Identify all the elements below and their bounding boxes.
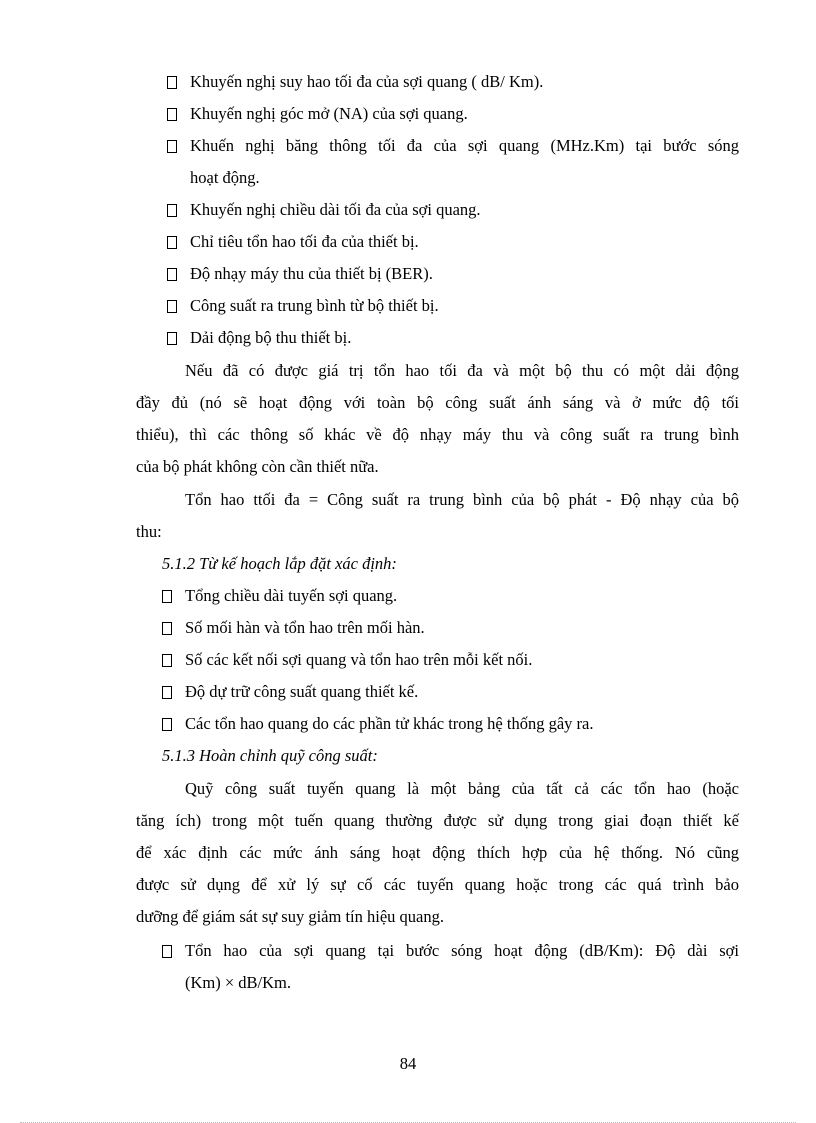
paragraph-line: dưỡng để giám sát sự suy giảm tín hiệu quang. <box>136 907 444 926</box>
list-item: Khuến nghị băng thông tối đa của sợi quang (MHz.Km) tại bước sóng <box>190 136 739 155</box>
bullet-box-icon <box>167 140 177 153</box>
list-item: Khuyến nghị chiều dài tối đa của sợi quang. <box>190 200 481 219</box>
list-item-continuation: hoạt động. <box>190 168 260 187</box>
bullet-box-icon <box>162 686 172 699</box>
bullet-box-icon <box>162 654 172 667</box>
list-item: Tổn hao của sợi quang tại bước sóng hoạt động (dB/Km): Độ dài sợi <box>185 941 739 960</box>
paragraph-line: Nếu đã có được giá trị tổn hao tối đa và một bộ thu có một dải động <box>185 361 739 380</box>
page-number: 84 <box>399 1054 417 1073</box>
list-item: Độ nhạy máy thu của thiết bị (BER). <box>190 264 433 283</box>
bullet-box-icon <box>162 718 172 731</box>
bullet-box-icon <box>167 76 177 89</box>
bullet-box-icon <box>162 945 172 958</box>
paragraph-line: của bộ phát không còn cần thiết nữa. <box>136 457 379 476</box>
paragraph-line: thiểu), thì các thông số khác về độ nhạy máy thu và công suất ra trung bình <box>136 425 739 444</box>
paragraph-line: Quỹ công suất tuyến quang là một bảng của tất cả các tổn hao (hoặc <box>185 779 739 798</box>
list-item: Độ dự trữ công suất quang thiết kế. <box>185 682 419 701</box>
paragraph-line: đầy đủ (nó sẽ hoạt động với toàn bộ công suất ánh sáng và ở mức độ tối <box>136 393 739 412</box>
bullet-box-icon <box>162 590 172 603</box>
section-heading: 5.1.3 Hoàn chỉnh quỹ công suất: <box>162 746 378 765</box>
bullet-box-icon <box>167 236 177 249</box>
paragraph-line: được sử dụng để xử lý sự cố các tuyến quang hoặc trong các quá trình bảo <box>136 875 739 894</box>
list-item: Các tổn hao quang do các phần tử khác trong hệ thống gây ra. <box>185 714 594 733</box>
paragraph-line: tăng ích) trong một tuến quang thường được sử dụng trong giai đoạn thiết kế <box>136 811 739 830</box>
bullet-box-icon <box>167 300 177 313</box>
bullet-box-icon <box>167 108 177 121</box>
formula-line: thu: <box>136 522 162 541</box>
paragraph-line: để xác định các mức ánh sáng hoạt động thích hợp của hệ thống. Nó cũng <box>136 843 739 862</box>
list-item: Dải động bộ thu thiết bị. <box>190 328 352 347</box>
list-item: Số mối hàn và tổn hao trên mối hàn. <box>185 618 425 637</box>
list-item-continuation: (Km) × dB/Km. <box>185 973 292 992</box>
list-item: Khuyến nghị suy hao tối đa của sợi quang ( dB/ Km). <box>190 72 544 91</box>
bullet-box-icon <box>167 268 177 281</box>
bullet-box-icon <box>167 204 177 217</box>
list-item: Số các kết nối sợi quang và tổn hao trên mỗi kết nối. <box>185 650 533 669</box>
formula-line: Tổn hao ttối đa = Công suất ra trung bình của bộ phát - Độ nhạy của bộ <box>185 490 739 509</box>
section-heading: 5.1.2 Từ kế hoạch lắp đặt xác định: <box>162 554 397 573</box>
list-item: Chỉ tiêu tổn hao tối đa của thiết bị. <box>190 232 419 251</box>
bullet-box-icon <box>167 332 177 345</box>
list-item: Công suất ra trung bình từ bộ thiết bị. <box>190 296 439 315</box>
bullet-box-icon <box>162 622 172 635</box>
list-item: Khuyến nghị góc mở (NA) của sợi quang. <box>190 104 468 123</box>
list-item: Tổng chiều dài tuyến sợi quang. <box>185 586 398 605</box>
